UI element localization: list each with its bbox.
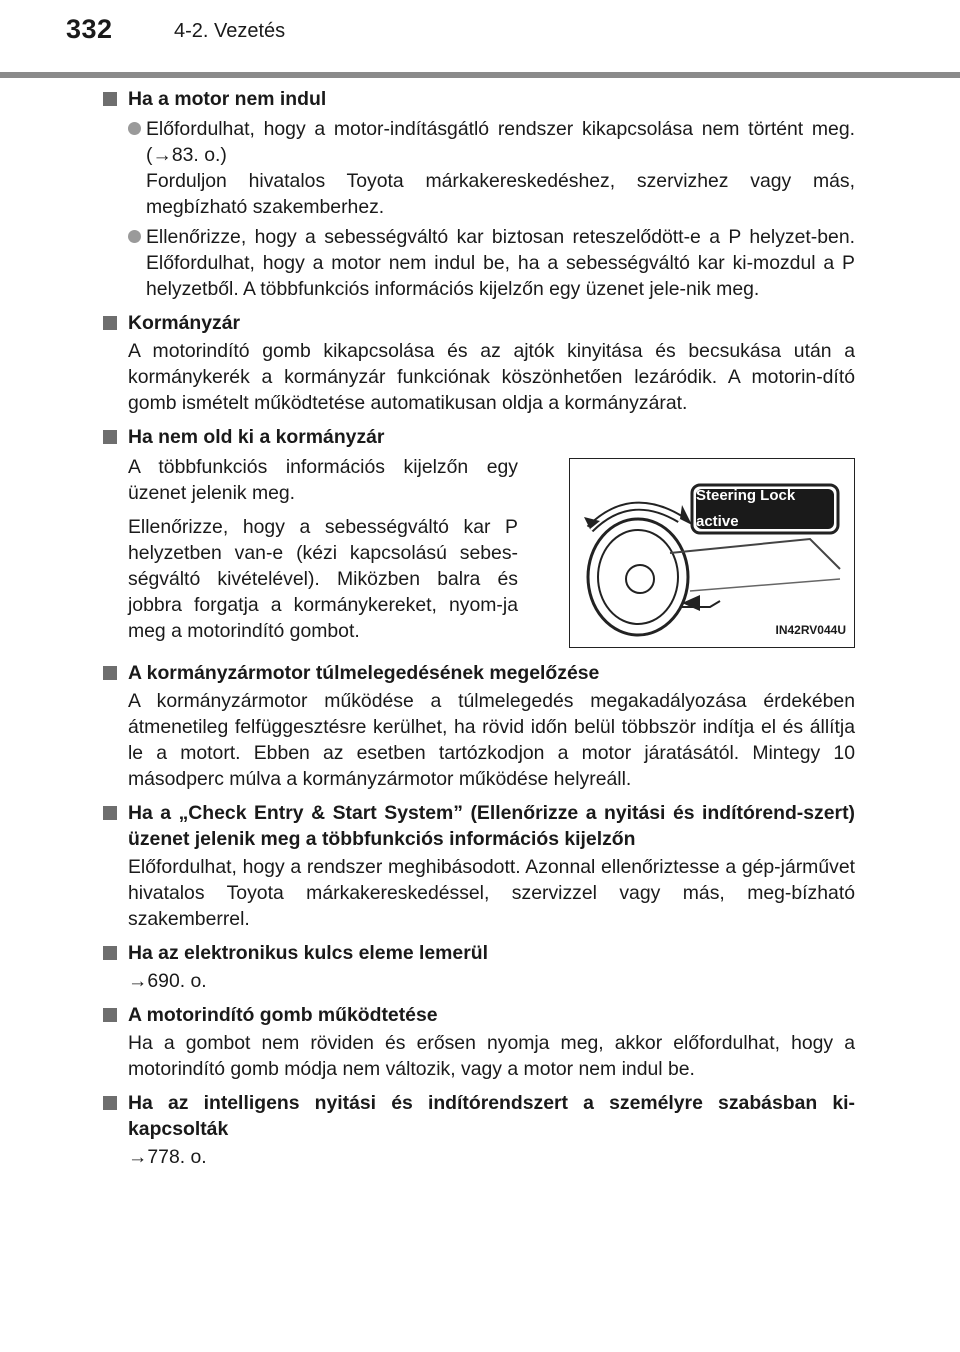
section-title: A kormányzármotor túlmelegedésének megelőzése <box>128 662 600 684</box>
bullet-text: Előfordulhat, hogy a motor-indításgátló rendszer kikapcsolása nem történt meg. (→83. o.) <box>146 118 855 166</box>
section-heading <box>103 800 855 852</box>
section-title: A motorindító gomb működtetése <box>128 1004 438 1026</box>
page-content <box>103 86 855 1178</box>
section-start-button-operation <box>103 1002 855 1082</box>
section-overheat-prevention <box>103 660 855 792</box>
section-title: Ha az elektronikus kulcs eleme lemerül <box>128 942 488 964</box>
section-steering-lock <box>103 310 855 416</box>
section-lock-not-released <box>103 424 855 652</box>
section-title: Ha nem old ki a kormányzár <box>128 426 385 448</box>
section-heading <box>103 660 855 686</box>
section-text: A kormányzármotor működése a túlmelegedés megakadályozása érdekében átmenetileg felfüggesztésre kerülhet, ha rövid időn belül többször indítja el és állítja le a motort. Ebben az esetben tartózkodjon a motor járatásától. Mintegy 10 másodperc múlva a kormányzármotor működése helyreáll. <box>128 690 855 790</box>
bullet-text: Ellenőrizze, hogy a sebességváltó kar biztosan reteszelődött-e a P helyzet-ben. Előfordulhat, hogy a motor nem indul be, ha a sebességváltó kar ki-mozdul a P helyzetből. A többfunkciós információs kijelzőn egy üzenet jele-nik meg. <box>146 226 855 300</box>
page-header <box>0 0 960 80</box>
square-bullet-icon <box>103 1008 117 1022</box>
bullet-text: Forduljon hivatalos Toyota márkakereskedéshez, szervizhez vagy más, megbízható szakemberhez. <box>146 170 855 218</box>
square-bullet-icon <box>103 806 117 820</box>
square-bullet-icon <box>103 92 117 106</box>
square-bullet-icon <box>103 430 117 444</box>
section-text: A többfunkciós információs kijelzőn egy üzenet jelenik meg. <box>128 456 518 504</box>
section-check-entry-message <box>103 800 855 932</box>
section-title: Ha a motor nem indul <box>128 88 327 110</box>
section-heading <box>103 86 855 112</box>
section-text: A motorindító gomb kikapcsolása és az ajtók kinyitása és becsukása után a kormánykerék a kormányzár funkciónak köszönhetően lezáródik. A motorin-dító gomb ismételt működtetése automatikusan oldja a kormányzárat. <box>128 340 855 414</box>
section-heading <box>103 1090 855 1142</box>
square-bullet-icon <box>103 666 117 680</box>
square-bullet-icon <box>103 1096 117 1110</box>
section-engine-not-starting <box>103 86 855 302</box>
page-reference-link[interactable]: →690. o. <box>128 970 207 992</box>
page-reference-link[interactable]: →778. o. <box>128 1146 207 1168</box>
chapter-title: 4-2. Vezetés <box>174 20 286 42</box>
display-message: Steering Lock active <box>696 489 834 529</box>
page-number: 332 <box>66 14 113 44</box>
section-title: Ha az intelligens nyitási és indítórendszert a személyre szabásban ki-kapcsolták <box>128 1092 855 1140</box>
section-smart-system-disabled <box>103 1090 855 1170</box>
list-item <box>103 116 855 220</box>
section-heading <box>103 424 855 450</box>
section-text: Előfordulhat, hogy a rendszer meghibásodott. Azonnal ellenőriztesse a gép-járművet hivatalos Toyota márkakereskedéssel, szervizzel vagy más, meg-bízható szakemberrel. <box>128 856 855 930</box>
header-rule <box>0 72 960 78</box>
section-heading <box>103 940 855 966</box>
section-title: Ha a „Check Entry & Start System” (Ellenőrizze a nyitási és indítórend-szert) üzenet jelenik meg a többfunkciós információs kijelzőn <box>128 802 855 850</box>
section-heading <box>103 1002 855 1028</box>
figure-code: IN42RV044U <box>775 623 846 637</box>
section-key-battery <box>103 940 855 994</box>
list-item <box>103 224 855 302</box>
section-heading <box>103 310 855 336</box>
square-bullet-icon <box>103 316 117 330</box>
square-bullet-icon <box>103 946 117 960</box>
section-text: Ha a gombot nem röviden és erősen nyomja meg, akkor előfordulhat, hogy a motorindító gomb módja nem változik, vagy a motor nem indul be. <box>128 1032 855 1080</box>
section-title: Kormányzár <box>128 312 241 334</box>
circle-bullet-icon <box>128 122 141 135</box>
section-text: Ellenőrizze, hogy a sebességváltó kar P helyzetben van-e (kézi kapcsolású sebes-ségváltó kivételével). Miközben balra és jobbra forgatja a kormánykereket, nyom-ja meg a motorindító gombot. <box>128 516 518 642</box>
circle-bullet-icon <box>128 230 141 243</box>
steering-lock-illustration <box>569 458 855 648</box>
